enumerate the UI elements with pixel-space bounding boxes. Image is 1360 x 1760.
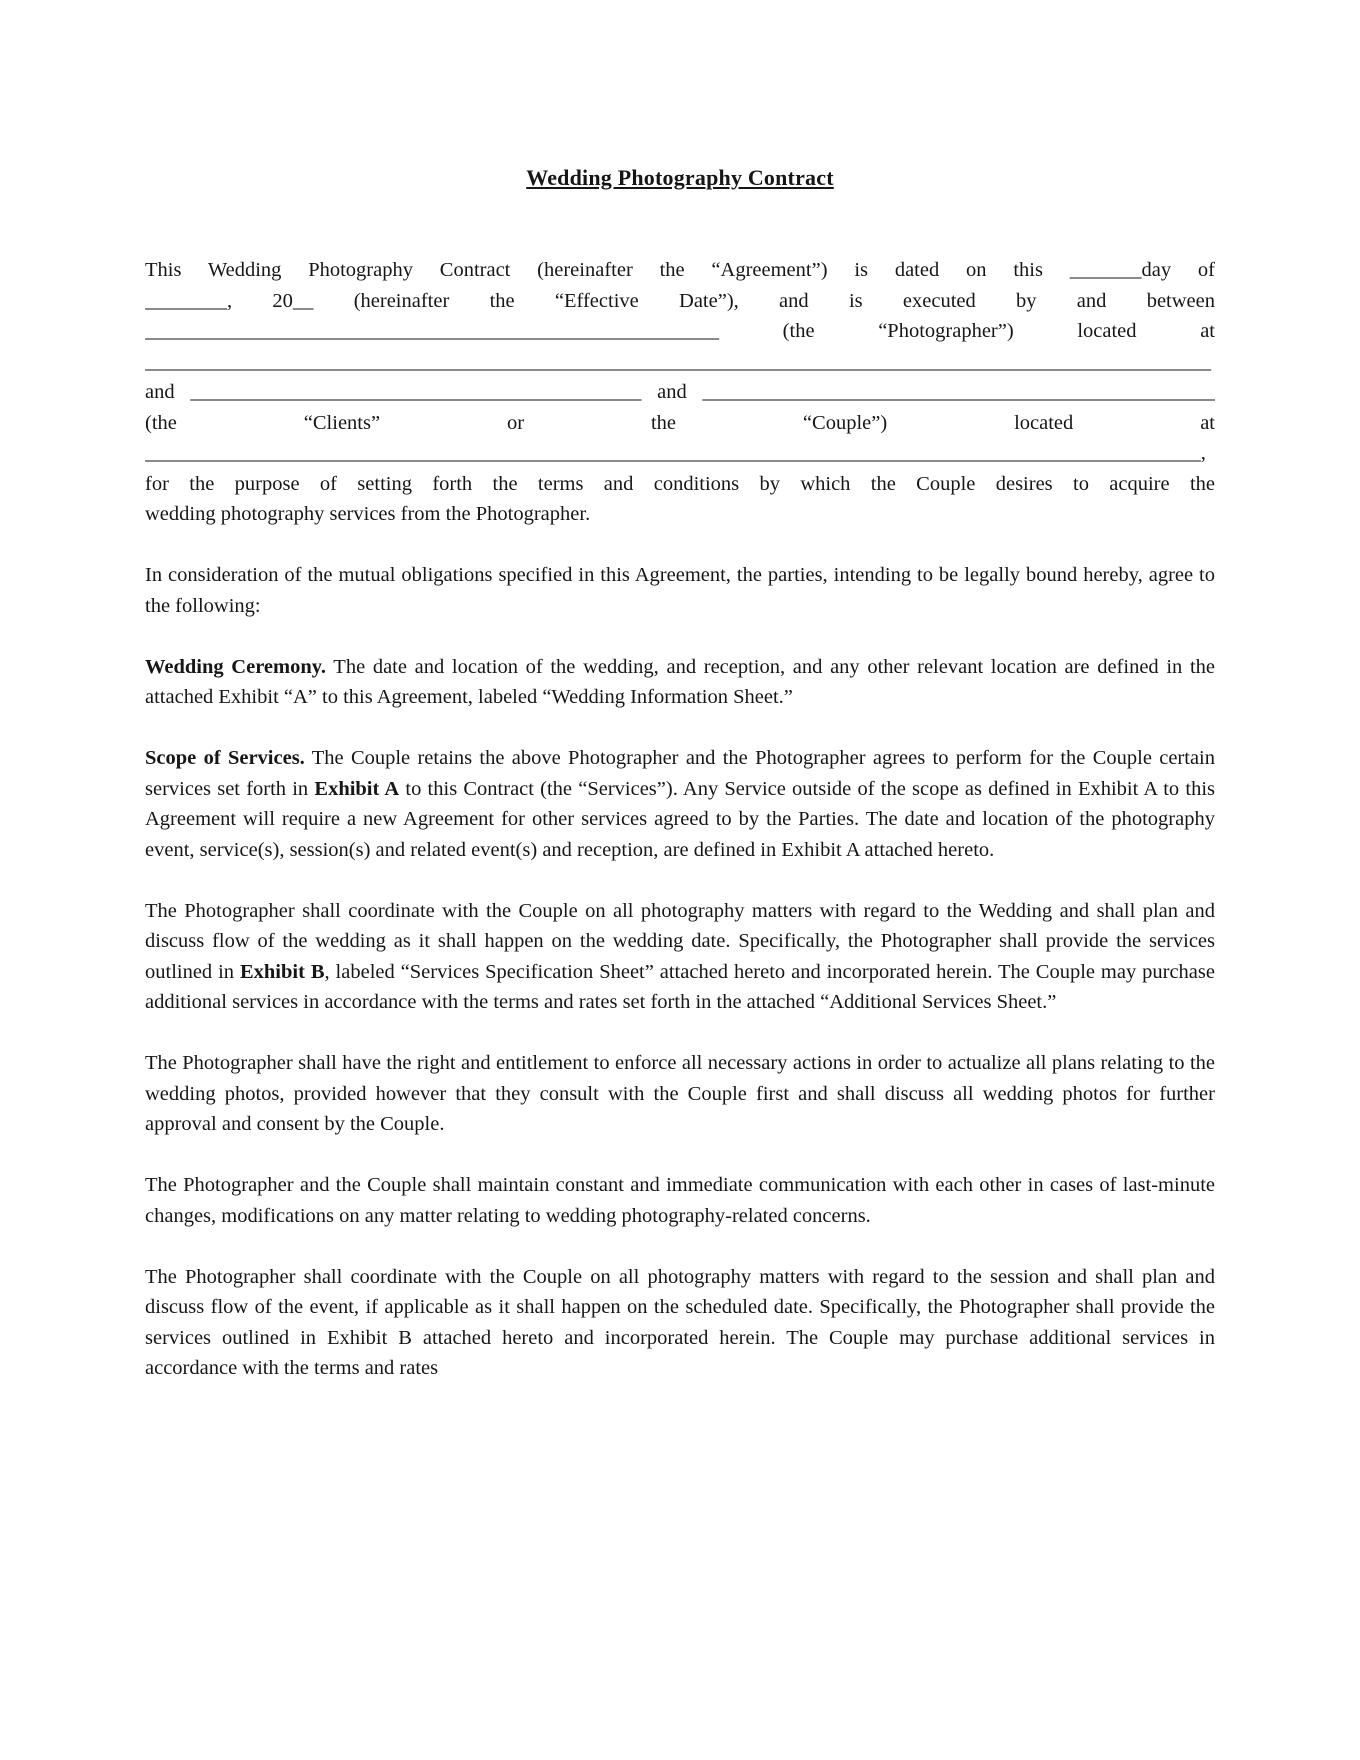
body-paragraphs <box>145 560 1215 1384</box>
intro-line: and ____________________________________________ and __________________________________________________ <box>145 381 1215 403</box>
text-run: The Couple retains the above Photographer and the Photographer agrees to perform for the Couple certain services set forth in <box>145 747 1215 800</box>
bold-text-run: Wedding Ceremony. <box>145 655 326 678</box>
paragraph <box>145 652 1215 713</box>
paragraph <box>145 1048 1215 1140</box>
text-run: , labeled “Services Specification Sheet” attached hereto and incorporated herein. The Couple may purchase additional services in accordance with the terms and rates set forth in the attached “Additional Services Sheet.” <box>145 960 1215 1013</box>
intro-line: for the purpose of setting forth the terms and conditions by which the Couple desires to acquire the <box>145 472 1215 495</box>
paragraph <box>145 896 1215 1018</box>
intro-paragraph <box>145 255 1215 530</box>
bold-text-run: Scope of Services. <box>145 747 305 769</box>
intro-line: wedding photography services from the Photographer. <box>145 503 591 525</box>
text-run: In consideration of the mutual obligations specified in this Agreement, the parties, intending to be legally bound hereby, agree to the following: <box>145 564 1215 617</box>
text-run: to this Contract (the “Services”). Any Service outside of the scope as defined in Exhibit A to this Agreement will require a new Agreement for other services agreed to by the Parties. The date and location of the photography event, service(s), session(s) and related event(s) and reception, are defined in Exhibit A attached hereto. <box>145 777 1216 861</box>
text-run: The date and location of the wedding, and reception, and any other relevant location are defined in the attached Exhibit “A” to this Agreement, labeled “Wedding Information Sheet.” <box>145 655 1215 708</box>
text-run: The Photographer and the Couple shall maintain constant and immediate communication with each other in cases of last-minute changes, modifications on any matter relating to wedding photography-related concerns. <box>145 1174 1215 1227</box>
intro-line: ________, 20__ (hereinafter the “Effective Date”), and is executed by and between <box>145 289 1215 312</box>
paragraph <box>145 560 1215 621</box>
text-run: The Photographer shall coordinate with the Couple on all photography matters with regard to the Wedding and shall plan and discuss flow of the wedding as it shall happen on the wedding date. Specifically, the Photographer shall provide the services outlined in <box>145 899 1215 983</box>
bold-text-run: Exhibit B <box>239 960 325 983</box>
intro-line: (the “Clients” or the “Couple”) located at <box>145 411 1215 434</box>
paragraph <box>145 743 1215 865</box>
blank-field-line: ________________________________________________________________________________________________________ <box>145 350 1211 373</box>
document-title: Wedding Photography Contract <box>526 165 834 190</box>
text-run: The Photographer shall coordinate with the Couple on all photography matters with regard to the session and shall plan and discuss flow of the event, if applicable as it shall happen on the scheduled date. Specifically, the Photographer shall provide the services outlined in Exhibit B attached hereto and incorporated herein. The Couple may purchase additional services in accordance with the terms and rates <box>145 1265 1215 1379</box>
paragraph <box>145 1262 1215 1384</box>
paragraph <box>145 1170 1215 1231</box>
bold-text-run: Exhibit A <box>314 777 400 800</box>
intro-line: ________________________________________________________ (the “Photographer”) located at <box>145 320 1215 342</box>
text-run: The Photographer shall have the right and entitlement to enforce all necessary actions in order to actualize all plans relating to the wedding photos, provided however that they consult with the Couple first and shall discuss all wedding photos for further approval and consent by the Couple. <box>145 1052 1215 1135</box>
blank-field-line: _______________________________________________________________________________________________________, <box>145 442 1206 464</box>
intro-line: This Wedding Photography Contract (hereinafter the “Agreement”) is dated on this _______day of <box>145 259 1215 281</box>
